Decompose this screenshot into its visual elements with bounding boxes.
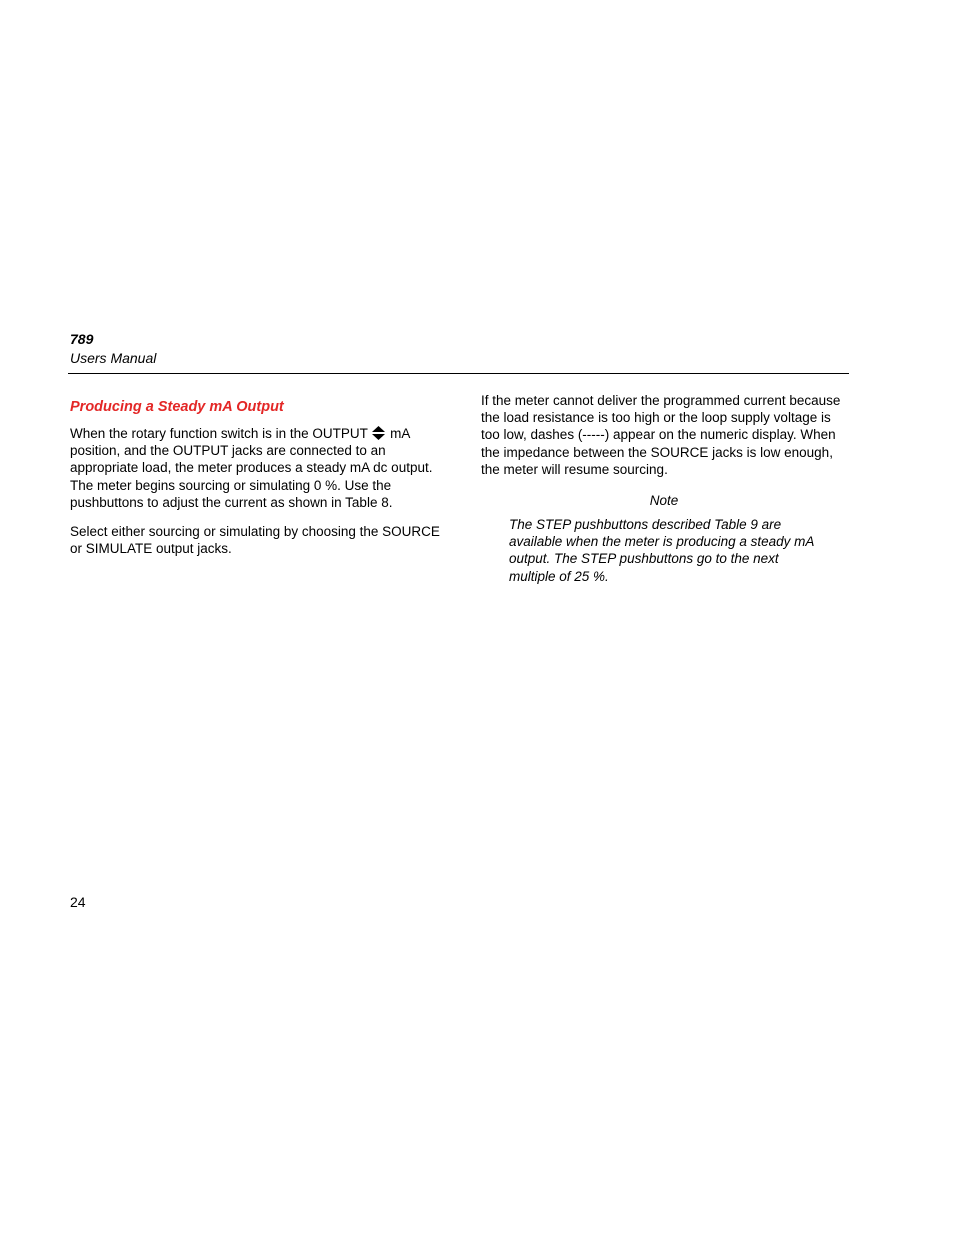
right-column	[481, 392, 853, 585]
paragraph-output-switch	[70, 425, 440, 511]
manual-title: Users Manual	[70, 350, 157, 366]
header-divider	[68, 373, 849, 374]
note-text: The STEP pushbuttons described Table 9 are available when the meter is producing a steady mA output. The STEP pushbuttons go to the next multiple of 25 %.	[509, 517, 814, 584]
section-heading: Producing a Steady mA Output	[70, 399, 284, 415]
paragraph-output-switch-end: mA position, and the OUTPUT jacks are connected to an appropriate load, the meter produces a steady mA dc output. The meter begins sourcing or simulating 0 %. Use the pushbuttons to adjust the current as shown in Table 8.	[70, 426, 433, 510]
paragraph-source-simulate: Select either sourcing or simulating by choosing the SOURCE or SIMULATE output jacks.	[70, 524, 440, 557]
paragraph-output-switch-start: When the rotary function switch is in the OUTPUT	[70, 426, 368, 441]
left-column	[70, 398, 440, 569]
up-down-arrows-icon	[372, 426, 385, 440]
page-number: 24	[70, 894, 86, 910]
paragraph-load-resistance: If the meter cannot deliver the programmed current because the load resistance is too high or the loop supply voltage is too low, dashes (-----) appear on the numeric display. When the impedance between the SOURCE jacks is low enough, the meter will resume sourcing.	[481, 393, 841, 477]
manual-model-number: 789	[70, 331, 94, 347]
note-label: Note	[649, 493, 679, 509]
